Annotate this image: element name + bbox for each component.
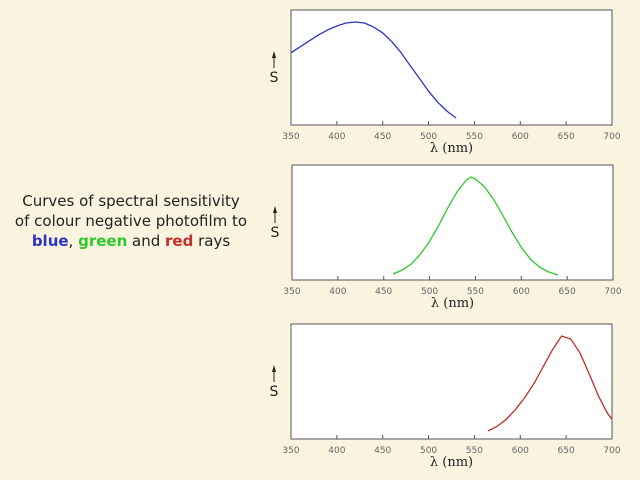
x-tick-label: 700 [603,446,621,456]
caption-word-blue: blue [31,232,69,250]
caption-line-1: Curves of spectral sensitivity [22,192,240,210]
x-tick-label: 600 [512,287,530,297]
x-axis-title: λ (nm) [430,296,475,311]
y-axis-arrow-head [272,365,276,372]
x-tick-label: 550 [465,132,484,142]
x-tick-label: 450 [374,132,392,142]
caption-line-2: of colour negative photofilm to [14,212,248,230]
x-tick-label: 350 [282,446,300,456]
x-tick-label: 500 [419,132,438,142]
x-axis-title: λ (nm) [429,455,474,470]
x-tick-label: 500 [419,446,438,456]
x-tick-label: 600 [511,132,529,142]
x-tick-label: 650 [557,132,575,142]
x-tick-label: 600 [511,446,529,456]
x-tick-label: 550 [465,446,484,456]
y-axis-label: S [269,384,279,400]
caption-tail: rays [193,232,231,250]
x-tick-label: 550 [466,287,485,297]
x-tick-label: 400 [329,287,347,297]
caption-separator-1: , [68,232,79,250]
caption-word-red: red [165,232,194,250]
x-axis-title: λ (nm) [429,141,474,156]
x-tick-label: 350 [282,132,300,142]
caption-separator-2: and [127,232,166,250]
caption-word-green: green [78,232,128,250]
x-tick-label: 400 [328,132,346,142]
plot-area [291,324,612,439]
x-tick-label: 500 [420,287,439,297]
x-tick-label: 400 [328,446,346,456]
x-tick-label: 700 [604,287,622,297]
y-axis-label: S [270,225,280,241]
x-tick-label: 450 [374,446,392,456]
y-axis-label: S [269,70,279,86]
x-tick-label: 350 [283,287,301,297]
x-tick-label: 450 [375,287,393,297]
x-tick-label: 650 [558,287,576,297]
x-tick-label: 650 [557,446,575,456]
x-tick-label: 700 [603,132,621,142]
